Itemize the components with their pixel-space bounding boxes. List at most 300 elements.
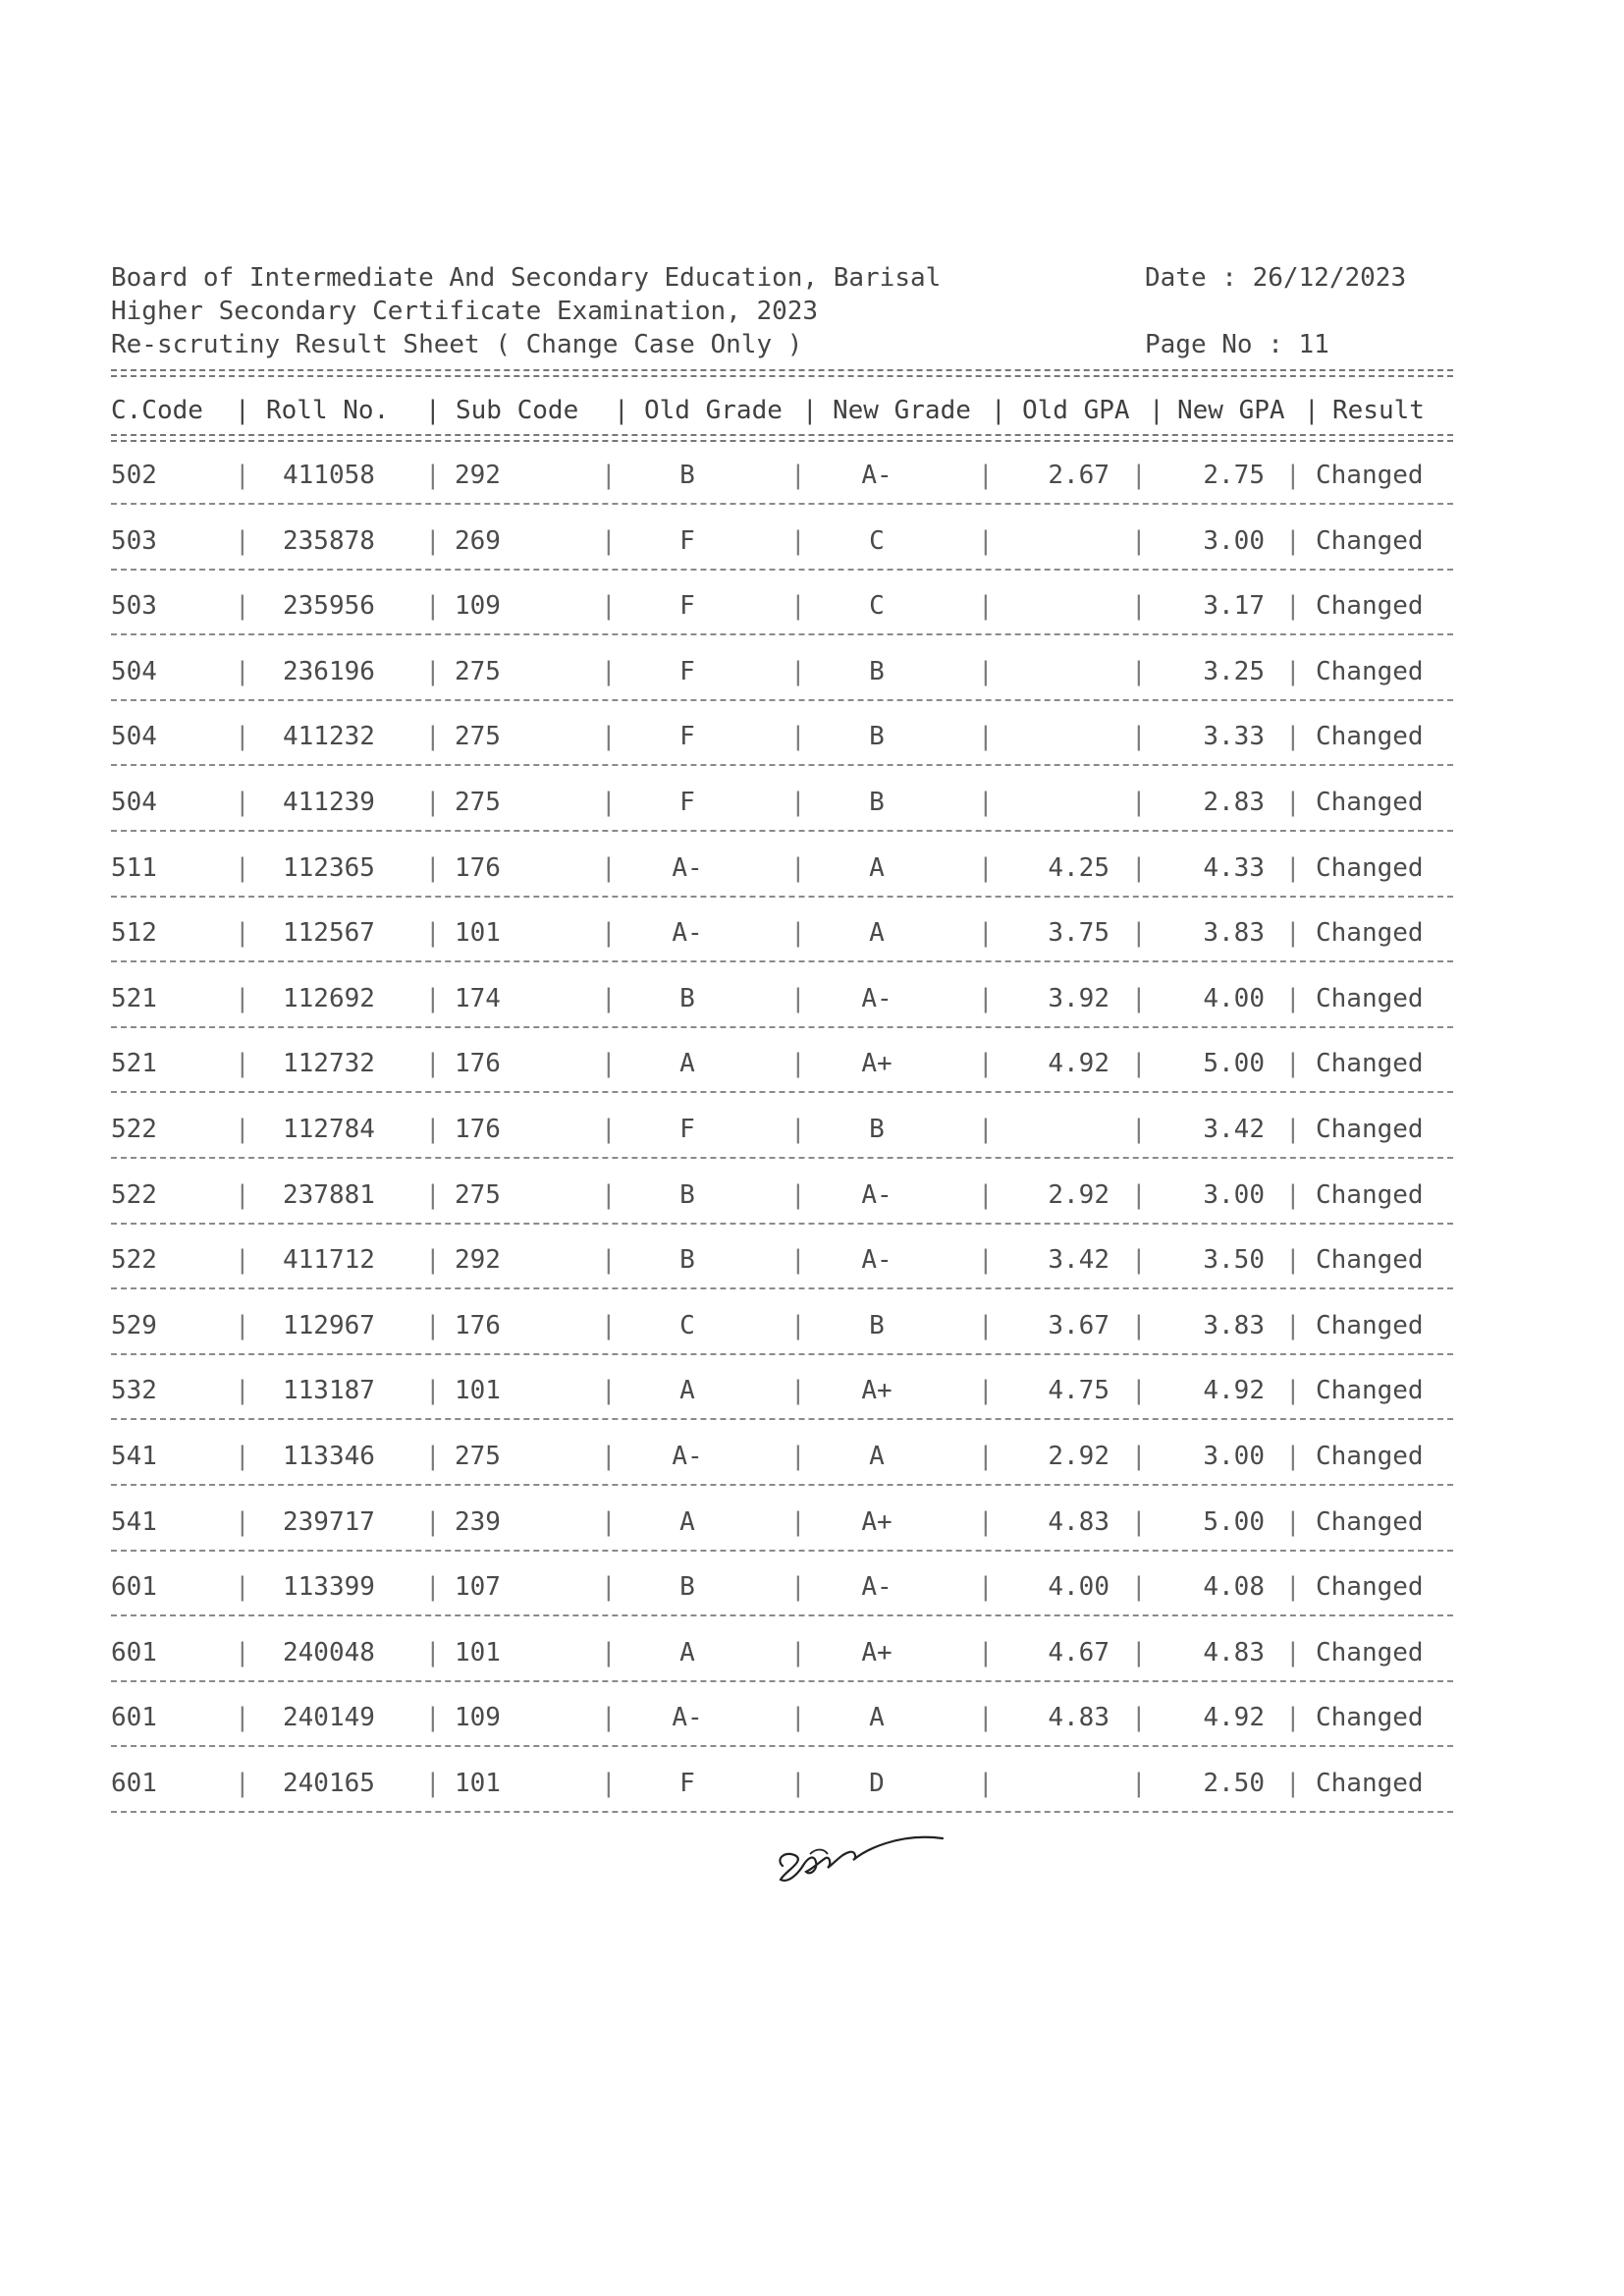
row-divider <box>111 960 1453 962</box>
newgpa-cell: 2.83 <box>1203 788 1265 817</box>
col-separator: | <box>1285 1769 1301 1798</box>
col-separator: | <box>1285 788 1301 817</box>
oldgrade-cell: A- <box>672 853 703 883</box>
col-separator: | <box>978 1638 994 1667</box>
col-separator: | <box>978 591 994 621</box>
col-separator: | <box>425 1572 441 1602</box>
result-cell: Changed <box>1316 461 1424 490</box>
col-separator: | <box>1131 1311 1147 1340</box>
col-separator: | <box>790 657 806 686</box>
roll-cell: 239717 <box>283 1507 375 1537</box>
result-cell: Changed <box>1316 984 1424 1013</box>
col-separator: | <box>790 1376 806 1405</box>
roll-cell: 236196 <box>283 657 375 686</box>
table-row <box>0 1240 1624 1280</box>
subcode-cell: 269 <box>455 526 501 556</box>
oldgpa-cell: 4.00 <box>1048 1572 1110 1602</box>
col-separator: | <box>1149 396 1164 425</box>
result-cell: Changed <box>1316 1703 1424 1732</box>
row-divider <box>111 1614 1453 1616</box>
subcode-cell: 292 <box>455 461 501 490</box>
col-separator: | <box>425 396 441 425</box>
newgrade-cell: A+ <box>861 1638 893 1667</box>
roll-cell: 112967 <box>283 1311 375 1340</box>
subcode-cell: 101 <box>455 1376 501 1405</box>
col-separator: | <box>235 722 250 751</box>
roll-cell: 235878 <box>283 526 375 556</box>
col-separator: | <box>601 788 617 817</box>
col-separator: | <box>1285 853 1301 883</box>
subcode-cell: 275 <box>455 1180 501 1210</box>
col-separator: | <box>978 1572 994 1602</box>
col-separator: | <box>978 918 994 948</box>
col-separator: | <box>425 1049 441 1078</box>
row-divider <box>111 569 1453 571</box>
col-separator: | <box>425 591 441 621</box>
col-separator: | <box>425 1769 441 1798</box>
col-separator: | <box>425 1115 441 1144</box>
col-separator: | <box>235 1507 250 1537</box>
col-separator: | <box>978 722 994 751</box>
col-separator: | <box>1285 1180 1301 1210</box>
table-row <box>0 586 1624 626</box>
col-separator: | <box>601 657 617 686</box>
oldgpa-cell: 4.92 <box>1048 1049 1110 1078</box>
col-separator: | <box>1131 918 1147 948</box>
col-separator: | <box>978 1376 994 1405</box>
row-divider <box>111 1157 1453 1159</box>
ccode-cell: 521 <box>111 1049 157 1078</box>
table-row <box>0 1698 1624 1737</box>
col-separator: | <box>425 1507 441 1537</box>
table-row <box>0 783 1624 822</box>
col-separator: | <box>1131 657 1147 686</box>
oldgrade-cell: A <box>679 1376 695 1405</box>
col-separator: | <box>235 1245 250 1275</box>
ccode-cell: 511 <box>111 853 157 883</box>
col-newgpa-header: New GPA <box>1177 396 1285 425</box>
col-oldgrade-header: Old Grade <box>644 396 783 425</box>
subcode-cell: 176 <box>455 1115 501 1144</box>
col-separator: | <box>1285 984 1301 1013</box>
oldgpa-cell: 3.92 <box>1048 984 1110 1013</box>
result-cell: Changed <box>1316 1115 1424 1144</box>
subcode-cell: 176 <box>455 1311 501 1340</box>
col-separator: | <box>790 1507 806 1537</box>
ccode-cell: 601 <box>111 1703 157 1732</box>
newgrade-cell: A <box>869 1703 885 1732</box>
col-separator: | <box>1131 1180 1147 1210</box>
roll-cell: 411239 <box>283 788 375 817</box>
row-divider <box>111 896 1453 898</box>
col-separator: | <box>1131 1638 1147 1667</box>
oldgrade-cell: B <box>679 984 695 1013</box>
col-separator: | <box>1131 1376 1147 1405</box>
ccode-cell: 601 <box>111 1769 157 1798</box>
ccode-cell: 503 <box>111 591 157 621</box>
col-separator: | <box>1131 461 1147 490</box>
col-separator: | <box>978 1115 994 1144</box>
subcode-cell: 101 <box>455 918 501 948</box>
newgpa-cell: 5.00 <box>1203 1049 1265 1078</box>
col-ccode-header: C.Code <box>111 396 203 425</box>
col-separator: | <box>1285 722 1301 751</box>
newgpa-cell: 3.50 <box>1203 1245 1265 1275</box>
ccode-cell: 522 <box>111 1245 157 1275</box>
result-cell: Changed <box>1316 1180 1424 1210</box>
roll-cell: 411058 <box>283 461 375 490</box>
col-separator: | <box>425 1442 441 1471</box>
col-separator: | <box>1131 1049 1147 1078</box>
col-separator: | <box>235 591 250 621</box>
ccode-cell: 541 <box>111 1507 157 1537</box>
col-separator: | <box>425 1703 441 1732</box>
table-row <box>0 1110 1624 1149</box>
table-row <box>0 979 1624 1018</box>
col-separator: | <box>1285 1572 1301 1602</box>
col-separator: | <box>1131 984 1147 1013</box>
table-row <box>0 521 1624 561</box>
table-row <box>0 913 1624 953</box>
ccode-cell: 521 <box>111 984 157 1013</box>
oldgrade-cell: A- <box>672 1442 703 1471</box>
col-separator: | <box>802 396 818 425</box>
col-separator: | <box>425 1311 441 1340</box>
col-separator: | <box>425 1245 441 1275</box>
col-separator: | <box>601 526 617 556</box>
col-separator: | <box>790 853 806 883</box>
oldgpa-cell: 3.67 <box>1048 1311 1110 1340</box>
col-separator: | <box>790 1638 806 1667</box>
ccode-cell: 502 <box>111 461 157 490</box>
col-separator: | <box>601 1442 617 1471</box>
table-row <box>0 1764 1624 1803</box>
row-divider <box>111 1287 1453 1289</box>
roll-cell: 113399 <box>283 1572 375 1602</box>
col-separator: | <box>235 1376 250 1405</box>
oldgrade-cell: F <box>679 591 695 621</box>
newgrade-cell: A+ <box>861 1507 893 1537</box>
col-separator: | <box>235 1180 250 1210</box>
ccode-cell: 601 <box>111 1572 157 1602</box>
col-separator: | <box>790 1442 806 1471</box>
row-divider <box>111 1484 1453 1486</box>
newgpa-cell: 3.00 <box>1203 1180 1265 1210</box>
oldgrade-cell: B <box>679 461 695 490</box>
col-separator: | <box>1285 1311 1301 1340</box>
oldgrade-cell: F <box>679 722 695 751</box>
newgpa-cell: 3.83 <box>1203 1311 1265 1340</box>
result-cell: Changed <box>1316 722 1424 751</box>
subcode-cell: 275 <box>455 1442 501 1471</box>
col-separator: | <box>790 591 806 621</box>
col-subcode-header: Sub Code <box>456 396 579 425</box>
col-separator: | <box>1131 1507 1147 1537</box>
newgrade-cell: A <box>869 1442 885 1471</box>
col-separator: | <box>1285 1703 1301 1732</box>
row-divider <box>111 503 1453 505</box>
row-divider <box>111 830 1453 832</box>
newgrade-cell: C <box>869 591 885 621</box>
newgpa-cell: 4.33 <box>1203 853 1265 883</box>
col-separator: | <box>1131 1769 1147 1798</box>
col-separator: | <box>978 1245 994 1275</box>
table-row <box>0 1044 1624 1083</box>
oldgpa-cell: 4.83 <box>1048 1703 1110 1732</box>
col-separator: | <box>1285 591 1301 621</box>
oldgrade-cell: F <box>679 526 695 556</box>
col-separator: | <box>235 526 250 556</box>
col-separator: | <box>425 918 441 948</box>
col-separator: | <box>425 1180 441 1210</box>
newgpa-cell: 2.75 <box>1203 461 1265 490</box>
table-row <box>0 1503 1624 1542</box>
col-separator: | <box>1304 396 1320 425</box>
col-separator: | <box>235 1638 250 1667</box>
oldgrade-cell: A- <box>672 1703 703 1732</box>
oldgrade-cell: F <box>679 1769 695 1798</box>
col-separator: | <box>978 526 994 556</box>
newgrade-cell: A <box>869 853 885 883</box>
oldgrade-cell: F <box>679 657 695 686</box>
col-separator: | <box>235 1572 250 1602</box>
oldgpa-cell: 4.25 <box>1048 853 1110 883</box>
newgpa-cell: 2.50 <box>1203 1769 1265 1798</box>
col-separator: | <box>425 526 441 556</box>
subcode-cell: 275 <box>455 657 501 686</box>
col-separator: | <box>790 1180 806 1210</box>
newgrade-cell: D <box>869 1769 885 1798</box>
oldgpa-cell: 2.92 <box>1048 1442 1110 1471</box>
newgrade-cell: A- <box>861 984 893 1013</box>
newgrade-cell: B <box>869 657 885 686</box>
subcode-cell: 101 <box>455 1638 501 1667</box>
col-separator: | <box>1131 1442 1147 1471</box>
newgpa-cell: 4.83 <box>1203 1638 1265 1667</box>
col-separator: | <box>425 657 441 686</box>
newgrade-cell: A+ <box>861 1049 893 1078</box>
subcode-cell: 109 <box>455 591 501 621</box>
table-row <box>0 1371 1624 1410</box>
col-separator: | <box>235 918 250 948</box>
col-separator: | <box>425 461 441 490</box>
col-separator: | <box>1285 918 1301 948</box>
oldgrade-cell: B <box>679 1180 695 1210</box>
col-separator: | <box>790 1115 806 1144</box>
newgpa-cell: 3.00 <box>1203 526 1265 556</box>
col-separator: | <box>235 1769 250 1798</box>
result-cell: Changed <box>1316 1049 1424 1078</box>
oldgrade-cell: F <box>679 788 695 817</box>
row-divider <box>111 1223 1453 1225</box>
col-separator: | <box>425 853 441 883</box>
oldgpa-cell: 2.92 <box>1048 1180 1110 1210</box>
ccode-cell: 601 <box>111 1638 157 1667</box>
table-row <box>0 717 1624 756</box>
page-number: Page No : 11 <box>1145 330 1329 359</box>
newgrade-cell: A+ <box>861 1376 893 1405</box>
result-cell: Changed <box>1316 657 1424 686</box>
roll-cell: 240165 <box>283 1769 375 1798</box>
col-separator: | <box>601 853 617 883</box>
roll-cell: 113346 <box>283 1442 375 1471</box>
col-separator: | <box>991 396 1006 425</box>
ccode-cell: 504 <box>111 722 157 751</box>
col-separator: | <box>601 461 617 490</box>
subcode-cell: 109 <box>455 1703 501 1732</box>
board-title: Board of Intermediate And Secondary Education, Barisal <box>111 263 942 293</box>
row-divider <box>111 1091 1453 1093</box>
oldgrade-cell: B <box>679 1245 695 1275</box>
sheet-title: Re-scrutiny Result Sheet ( Change Case Only ) <box>111 330 803 359</box>
col-separator: | <box>425 984 441 1013</box>
ccode-cell: 522 <box>111 1115 157 1144</box>
ccode-cell: 529 <box>111 1311 157 1340</box>
col-separator: | <box>425 1638 441 1667</box>
table-row <box>0 1567 1624 1607</box>
col-separator: | <box>601 1180 617 1210</box>
header-rule-bottom <box>111 434 1453 442</box>
col-separator: | <box>1285 1376 1301 1405</box>
col-separator: | <box>1285 1049 1301 1078</box>
col-separator: | <box>1131 591 1147 621</box>
col-separator: | <box>1131 788 1147 817</box>
result-cell: Changed <box>1316 1638 1424 1667</box>
result-cell: Changed <box>1316 788 1424 817</box>
col-separator: | <box>790 1703 806 1732</box>
col-separator: | <box>235 853 250 883</box>
col-separator: | <box>1131 1572 1147 1602</box>
col-separator: | <box>235 1442 250 1471</box>
result-cell: Changed <box>1316 918 1424 948</box>
col-oldgpa-header: Old GPA <box>1022 396 1130 425</box>
col-separator: | <box>1285 1115 1301 1144</box>
header-rule-top <box>111 369 1453 377</box>
col-separator: | <box>1285 1638 1301 1667</box>
table-row <box>0 456 1624 495</box>
col-separator: | <box>601 1638 617 1667</box>
row-divider <box>111 633 1453 635</box>
newgpa-cell: 3.00 <box>1203 1442 1265 1471</box>
newgrade-cell: A- <box>861 1245 893 1275</box>
subcode-cell: 176 <box>455 1049 501 1078</box>
ccode-cell: 541 <box>111 1442 157 1471</box>
col-separator: | <box>790 1311 806 1340</box>
col-separator: | <box>1131 1115 1147 1144</box>
col-separator: | <box>235 396 250 425</box>
table-row <box>0 1175 1624 1215</box>
oldgrade-cell: A- <box>672 918 703 948</box>
result-cell: Changed <box>1316 1769 1424 1798</box>
ccode-cell: 504 <box>111 657 157 686</box>
col-separator: | <box>1131 1703 1147 1732</box>
oldgrade-cell: A <box>679 1049 695 1078</box>
newgpa-cell: 3.17 <box>1203 591 1265 621</box>
signature-icon <box>771 1815 947 1893</box>
row-divider <box>111 1026 1453 1028</box>
col-separator: | <box>235 657 250 686</box>
newgpa-cell: 3.83 <box>1203 918 1265 948</box>
col-separator: | <box>235 1311 250 1340</box>
oldgpa-cell: 4.83 <box>1048 1507 1110 1537</box>
newgrade-cell: C <box>869 526 885 556</box>
newgpa-cell: 5.00 <box>1203 1507 1265 1537</box>
roll-cell: 112784 <box>283 1115 375 1144</box>
subcode-cell: 176 <box>455 853 501 883</box>
col-separator: | <box>601 918 617 948</box>
row-divider <box>111 1353 1453 1355</box>
subcode-cell: 275 <box>455 722 501 751</box>
table-header-row <box>0 391 1624 430</box>
col-separator: | <box>235 1049 250 1078</box>
table-row <box>0 848 1624 888</box>
newgrade-cell: A- <box>861 1180 893 1210</box>
col-separator: | <box>601 1703 617 1732</box>
row-divider <box>111 1745 1453 1747</box>
newgpa-cell: 4.00 <box>1203 984 1265 1013</box>
newgrade-cell: B <box>869 1115 885 1144</box>
result-cell: Changed <box>1316 1311 1424 1340</box>
col-separator: | <box>790 1769 806 1798</box>
ccode-cell: 503 <box>111 526 157 556</box>
subcode-cell: 174 <box>455 984 501 1013</box>
col-separator: | <box>1131 526 1147 556</box>
col-separator: | <box>601 1115 617 1144</box>
newgpa-cell: 3.25 <box>1203 657 1265 686</box>
roll-cell: 112732 <box>283 1049 375 1078</box>
ccode-cell: 532 <box>111 1376 157 1405</box>
col-separator: | <box>235 788 250 817</box>
newgrade-cell: A <box>869 918 885 948</box>
roll-cell: 112692 <box>283 984 375 1013</box>
col-separator: | <box>790 984 806 1013</box>
row-divider <box>111 764 1453 766</box>
col-separator: | <box>978 1769 994 1798</box>
col-separator: | <box>978 461 994 490</box>
roll-cell: 113187 <box>283 1376 375 1405</box>
col-separator: | <box>601 1769 617 1798</box>
roll-cell: 237881 <box>283 1180 375 1210</box>
roll-cell: 240048 <box>283 1638 375 1667</box>
table-row <box>0 1437 1624 1476</box>
col-separator: | <box>1285 1507 1301 1537</box>
col-separator: | <box>601 591 617 621</box>
col-separator: | <box>425 788 441 817</box>
ccode-cell: 512 <box>111 918 157 948</box>
col-separator: | <box>614 396 629 425</box>
oldgrade-cell: A <box>679 1638 695 1667</box>
result-cell: Changed <box>1316 1376 1424 1405</box>
newgrade-cell: B <box>869 1311 885 1340</box>
col-separator: | <box>1131 1245 1147 1275</box>
oldgrade-cell: B <box>679 1572 695 1602</box>
col-separator: | <box>425 1376 441 1405</box>
ccode-cell: 504 <box>111 788 157 817</box>
row-divider <box>111 1418 1453 1420</box>
oldgpa-cell: 4.67 <box>1048 1638 1110 1667</box>
roll-cell: 411712 <box>283 1245 375 1275</box>
newgpa-cell: 3.33 <box>1203 722 1265 751</box>
col-separator: | <box>601 1507 617 1537</box>
col-separator: | <box>978 1049 994 1078</box>
roll-cell: 235956 <box>283 591 375 621</box>
col-separator: | <box>235 984 250 1013</box>
col-separator: | <box>790 1245 806 1275</box>
roll-cell: 112567 <box>283 918 375 948</box>
row-divider <box>111 1550 1453 1552</box>
exam-title: Higher Secondary Certificate Examination, 2023 <box>111 297 819 326</box>
newgrade-cell: B <box>869 722 885 751</box>
